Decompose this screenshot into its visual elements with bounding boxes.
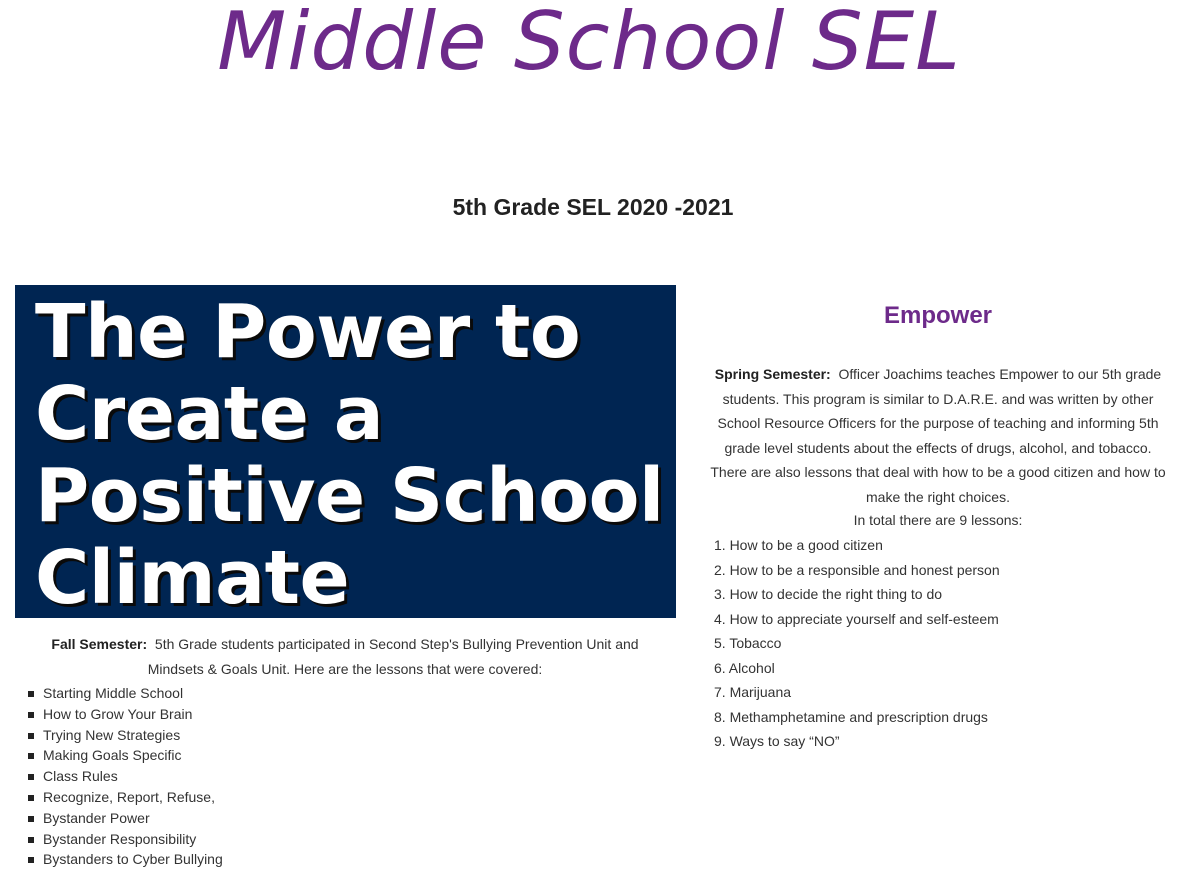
list-item: 2. How to be a responsible and honest person (714, 561, 1000, 578)
fall-semester-paragraph (30, 632, 660, 682)
list-item: Bystander Power (28, 808, 223, 829)
list-item: Starting Middle School (28, 683, 223, 704)
list-item: 6. Alcohol (714, 659, 775, 676)
list-item: Making Goals Specific (28, 745, 223, 766)
empower-heading: Empower (883, 302, 993, 329)
positive-school-climate-banner (15, 285, 676, 618)
spring-semester-paragraph (708, 362, 1168, 509)
banner-line: The Power to (35, 289, 581, 375)
list-item: 8. Methamphetamine and prescription drugs (714, 708, 988, 725)
fall-lessons-list (28, 683, 223, 870)
spring-semester-label: Spring Semester: (714, 366, 831, 382)
banner-line: Climate (35, 535, 350, 618)
empower-lessons-list (714, 533, 1000, 754)
fall-semester-text: 5th Grade students participated in Second Step's Bullying Prevention Unit and Mindsets & Goals Unit. Here are the lessons that were covered: (147, 636, 639, 677)
list-item: How to Grow Your Brain (28, 704, 223, 725)
lesson-total-line: In total there are 9 lessons: (853, 512, 1023, 528)
site-title: Middle School SEL (217, 0, 961, 88)
banner-line: Create a (35, 371, 384, 457)
list-item: Class Rules (28, 766, 223, 787)
list-item: Recognize, Report, Refuse, (28, 787, 223, 808)
list-item: 5. Tobacco (714, 635, 782, 651)
fall-semester-label: Fall Semester: (51, 636, 148, 652)
banner-line: Positive School (35, 453, 664, 539)
list-item: 3. How to decide the right thing to do (714, 586, 943, 602)
list-item: 4. How to appreciate yourself and self-esteem (714, 610, 999, 627)
list-item: Bystanders to Cyber Bullying (28, 849, 223, 870)
spring-semester-text: Officer Joachims teaches Empower to our 5th grade students. This program is similar to D.A.R.E. and was written by other School Resource Officers for the purpose of teaching and informing 5th grade level students about the effects of drugs, alcohol, and tobacco. There are also lessons that deal with how to be a good citizen and how to make the right choices. (710, 366, 1166, 505)
list-item: Trying New Strategies (28, 725, 223, 746)
grade-heading: 5th Grade SEL 2020 -2021 (452, 194, 734, 220)
list-item: Bystander Responsibility (28, 829, 223, 850)
list-item: 9. Ways to say “NO” (714, 733, 840, 749)
banner-text (35, 291, 664, 618)
list-item: 1. How to be a good citizen (714, 537, 883, 553)
list-item: 7. Marijuana (714, 684, 792, 700)
